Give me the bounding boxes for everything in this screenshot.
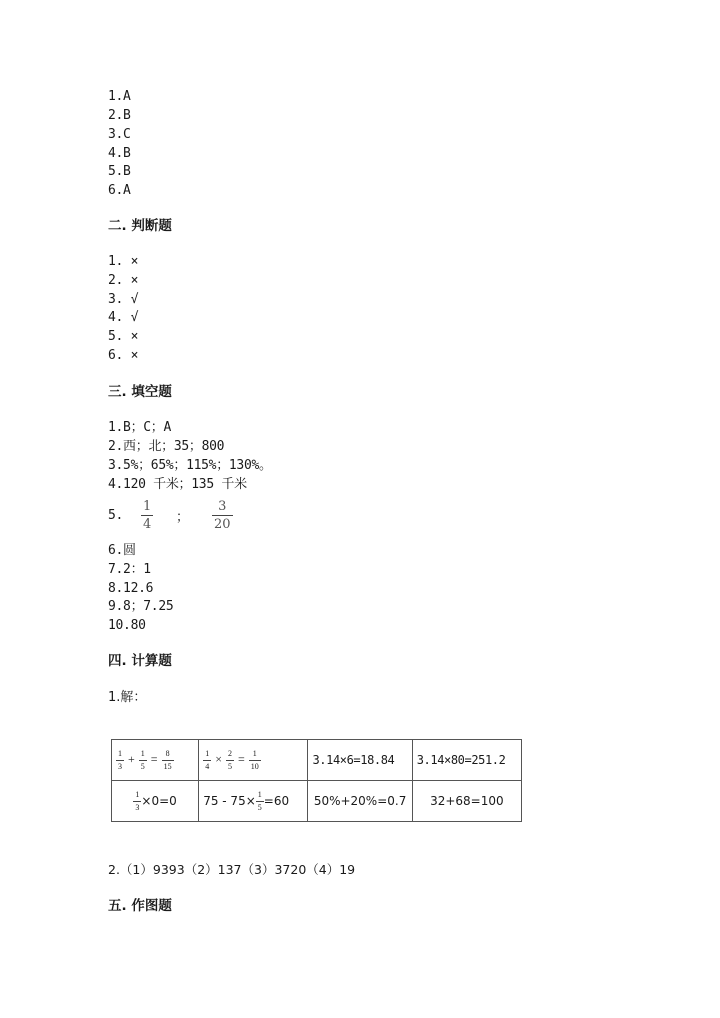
judge-answer-6: 6. × xyxy=(108,348,139,363)
fraction-bar xyxy=(139,760,147,761)
table-cell-r1c1 xyxy=(112,740,199,781)
frac-denominator: 20 xyxy=(214,517,231,532)
frac-numerator: 2 xyxy=(227,748,232,758)
section-heading-judgement: 二. 判断题 xyxy=(108,218,172,234)
frac-denominator: 4 xyxy=(205,761,210,771)
table-cell-r2c4: 32+68=100 xyxy=(412,781,521,822)
fill-answer-4: 4.120 千米；135 千米 xyxy=(108,477,247,492)
judge-answer-5: 5. × xyxy=(108,329,139,344)
fraction-bar xyxy=(116,760,124,761)
table-cell-r1c2 xyxy=(199,740,308,781)
fill-answer-6: 6.圆 xyxy=(108,543,136,558)
frac-numerator: 3 xyxy=(218,499,227,514)
fraction-bar xyxy=(249,760,261,761)
frac-numerator: 1 xyxy=(205,748,210,758)
fill-answer-1: 1.B；C；A xyxy=(108,420,172,435)
calc-q1-label: 1.解： xyxy=(108,690,147,705)
table-cell-r1c4: 3.14×80=251.2 xyxy=(412,740,521,781)
calc-q2-answer: 2.（1）9393（2）137（3）3720（4）19 xyxy=(108,862,356,877)
cell-text: 75 - 75× xyxy=(203,793,256,808)
fill-answer-5-separator: ； xyxy=(176,510,189,525)
frac-denominator: 5 xyxy=(227,761,232,771)
choice-answer-5: 5.B xyxy=(108,164,131,179)
choice-answer-1: 1.A xyxy=(108,89,131,104)
fill-answer-7: 7.2：1 xyxy=(108,562,151,577)
frac-denominator: 4 xyxy=(143,517,152,532)
frac-denominator: 3 xyxy=(118,761,122,771)
judge-answer-1: 1. × xyxy=(108,254,139,269)
fill-answer-5-frac1 xyxy=(141,500,153,531)
frac-numerator: 1 xyxy=(143,499,152,514)
fill-answer-10: 10.80 xyxy=(108,618,146,633)
frac-numerator: 8 xyxy=(165,748,170,758)
table-row xyxy=(112,740,522,781)
fill-answer-3: 3.5%；65%；115%；130%。 xyxy=(108,458,272,473)
table-cell-r2c1 xyxy=(112,781,199,822)
frac-denominator: 3 xyxy=(135,802,140,812)
table-cell-r2c2 xyxy=(199,781,308,822)
frac-numerator: 1 xyxy=(140,748,145,758)
frac-denominator: 5 xyxy=(140,761,145,771)
equals-sign: = xyxy=(237,751,245,766)
frac-numerator: 1 xyxy=(135,789,140,799)
calculation-table xyxy=(111,739,522,822)
cell-text: =60 xyxy=(263,793,290,808)
fill-answer-5-frac2 xyxy=(212,500,233,531)
table-cell-r1c3: 3.14×6=18.84 xyxy=(308,740,412,781)
choice-answer-6: 6.A xyxy=(108,183,131,198)
times-sign: × xyxy=(215,751,222,766)
frac-denominator: 10 xyxy=(250,761,259,771)
cell-text: ×0=0 xyxy=(141,793,177,808)
fraction-bar xyxy=(141,515,153,516)
section-heading-fill-blank: 三. 填空题 xyxy=(108,384,172,400)
fraction-bar xyxy=(162,760,174,761)
fill-answer-8: 8.12.6 xyxy=(108,581,154,596)
fraction-bar xyxy=(256,801,264,802)
table-cell-r2c3: 50%+20%=0.7 xyxy=(308,781,412,822)
frac-numerator: 1 xyxy=(118,748,122,758)
judge-answer-3: 3. √ xyxy=(108,292,139,307)
judge-answer-4: 4. √ xyxy=(108,310,139,325)
fill-answer-5-label: 5. xyxy=(108,508,124,523)
section-heading-drawing: 五. 作图题 xyxy=(108,898,172,914)
choice-answer-4: 4.B xyxy=(108,146,131,161)
choice-answer-2: 2.B xyxy=(108,108,131,123)
plus-sign: + xyxy=(128,751,135,766)
fill-answer-2: 2.西；北；35；800 xyxy=(108,439,225,454)
frac-numerator: 1 xyxy=(252,748,257,758)
section-heading-calculation: 四. 计算题 xyxy=(108,653,172,669)
frac-numerator: 1 xyxy=(257,789,262,799)
frac-denominator: 5 xyxy=(257,802,262,812)
judge-answer-2: 2. × xyxy=(108,273,139,288)
frac-denominator: 15 xyxy=(163,761,172,771)
table-row xyxy=(112,781,522,822)
choice-answer-3: 3.C xyxy=(108,127,131,142)
fill-answer-9: 9.8；7.25 xyxy=(108,599,174,614)
fraction-bar xyxy=(212,515,233,516)
equals-sign: = xyxy=(150,751,158,766)
fraction-bar xyxy=(226,760,234,761)
fraction-bar xyxy=(203,760,211,761)
